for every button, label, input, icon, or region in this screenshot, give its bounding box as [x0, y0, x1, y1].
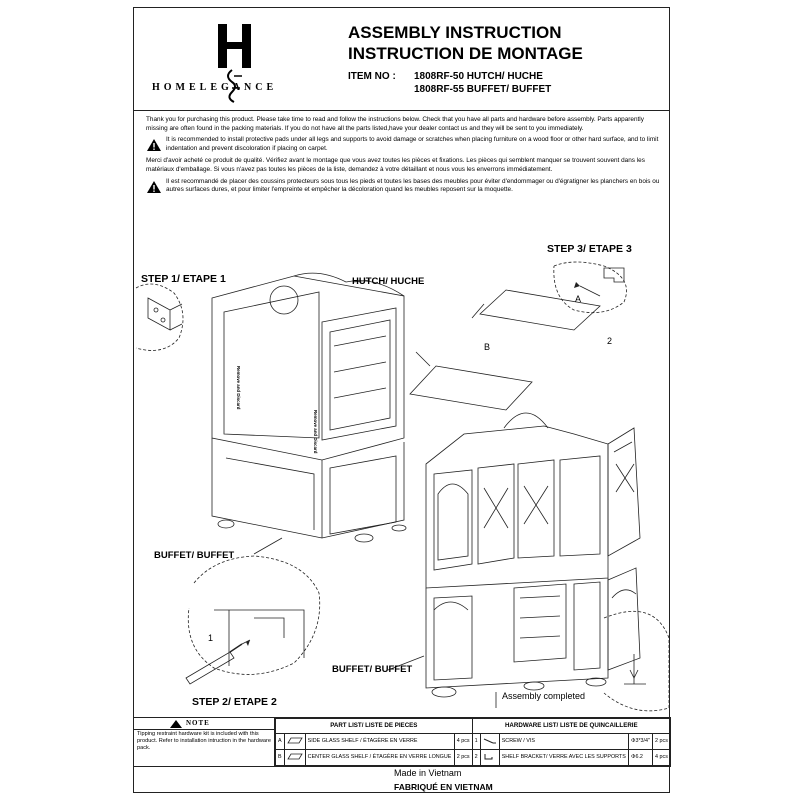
- hardware-qty: 2 pcs: [653, 733, 671, 749]
- assembly-diagram: [134, 238, 671, 718]
- step3-label: STEP 3/ ETAPE 3: [547, 243, 632, 255]
- title-fr: INSTRUCTION DE MONTAGE: [348, 44, 583, 63]
- note-title: NOTE: [186, 719, 210, 727]
- parts-table: [275, 718, 671, 766]
- hardware-list-header: HARDWARE LIST/ LISTE DE QUINCAILLERIE: [472, 719, 670, 734]
- callout-1: 1: [208, 633, 214, 643]
- screw-icon: [483, 737, 497, 744]
- warning-fr: [146, 178, 661, 195]
- note-body: Tipping restraint hardware kit is included with this product. Refer to installation intruction in the hardware pack.: [137, 731, 272, 751]
- part-list-header: PART LIST/ LISTE DE PIECES: [276, 719, 473, 734]
- item-hutch: 1808RF-50 HUTCH/ HUCHE: [414, 71, 543, 82]
- fabrique-label: FABRIQUÉ EN VIETNAM: [394, 782, 493, 792]
- brand-wordmark: HOMELEGANCE: [152, 82, 278, 93]
- table-row: [276, 733, 671, 749]
- part-icon: [284, 749, 305, 765]
- intro-en: Thank you for purchasing this product. Please take time to read and follow the instructions below. Check that you have all parts and hardware before assembly. Parts apparently missing are often found in the packing materials. If you do not have all the parts listed,have your dealer contact us and they will be sent to you immediately.: [146, 116, 644, 132]
- part-qty: 4 pcs: [454, 733, 472, 749]
- hardware-icon: [480, 749, 499, 765]
- part-name: SIDE GLASS SHELF / ÉTAGÈRE EN VERRE: [305, 733, 454, 749]
- hardware-id: 1: [472, 733, 480, 749]
- hutch-label: HUTCH/ HUCHE: [352, 276, 425, 287]
- hardware-qty: 4 pcs: [653, 749, 671, 765]
- made-in-label: Made in Vietnam: [394, 768, 462, 778]
- buffet-label-step3: BUFFET/ BUFFET: [332, 664, 413, 675]
- page-title: [348, 22, 583, 64]
- note-header: [134, 718, 274, 730]
- hardware-id: 2: [472, 749, 480, 765]
- callout-2: 2: [607, 336, 613, 346]
- warning-icon: [170, 720, 182, 728]
- brand-logo: [146, 18, 316, 104]
- parts-footer: [134, 717, 671, 767]
- glass-shelf-icon: [287, 737, 303, 744]
- step2-label: STEP 2/ ETAPE 2: [192, 696, 277, 708]
- step1-label: STEP 1/ ETAPE 1: [141, 273, 226, 285]
- warning-fr-text: Il est recommandé de placer des coussins protecteurs sous tous les pieds et toutes les bases des meubles pour éviter d'endommager ou d'égratigner les planchers en bois ou autres surfaces dures, et pour limiter l'empreinte et empêcher la décoloration quand les meubles reposent sur la moquette.: [166, 177, 660, 194]
- buffet-label-step1: BUFFET/ BUFFET: [154, 550, 235, 561]
- hardware-size: Φ3*3/4": [629, 733, 653, 749]
- part-name: CENTER GLASS SHELF / ÉTAGÈRE EN VERRE LONGUE: [305, 749, 454, 765]
- callout-a: A: [575, 294, 582, 304]
- item-label: ITEM NO :: [348, 71, 396, 82]
- hardware-name: SCREW / VIS: [499, 733, 628, 749]
- assembly-completed-label: Assembly completed: [502, 691, 586, 701]
- warning-icon: [146, 138, 162, 152]
- intro-fr: Merci d'avoir acheté ce produit de qualité. Vérifiez avant le montage que vous avez toutes les pièces et fixations. Les pièces qui semblent manquer se trouvent souvent dans les matériaux d'emballage. Si vous n'avez pas toutes les pièces de la liste, demandez à votre détaillant et nous vous les enverrons immédiatement.: [146, 157, 645, 173]
- shelf-bracket-icon: [483, 753, 497, 760]
- part-icon: [284, 733, 305, 749]
- remove-discard-label: Remove and Discard: [236, 366, 241, 410]
- warning-icon: [146, 180, 162, 194]
- note-box: [134, 718, 275, 766]
- intro-text: [146, 116, 661, 199]
- callout-b: B: [484, 342, 491, 352]
- title-en: ASSEMBLY INSTRUCTION: [348, 23, 562, 42]
- hardware-icon: [480, 733, 499, 749]
- instruction-sheet: [133, 7, 670, 793]
- part-id: B: [276, 749, 285, 765]
- warning-en-text: It is recommended to install protective pads under all legs and supports to avoid damage or scratches when placing furniture on a wood floor or other hard surface, and to limit indentation and prevent discoloration if placing on carpet.: [166, 136, 659, 152]
- part-id: A: [276, 733, 285, 749]
- hardware-size: Φ6.2: [629, 749, 653, 765]
- glass-shelf-icon: [287, 753, 303, 760]
- header: [134, 8, 669, 111]
- table-row: [276, 749, 671, 765]
- item-buffet: 1808RF-55 BUFFET/ BUFFET: [414, 84, 552, 95]
- hardware-name: SHELF BRACKET/ VERRE AVEC LES SUPPORTS: [499, 749, 628, 765]
- part-qty: 2 pcs: [454, 749, 472, 765]
- warning-en: [146, 136, 661, 153]
- remove-discard-label: Remove and Discard: [313, 410, 318, 454]
